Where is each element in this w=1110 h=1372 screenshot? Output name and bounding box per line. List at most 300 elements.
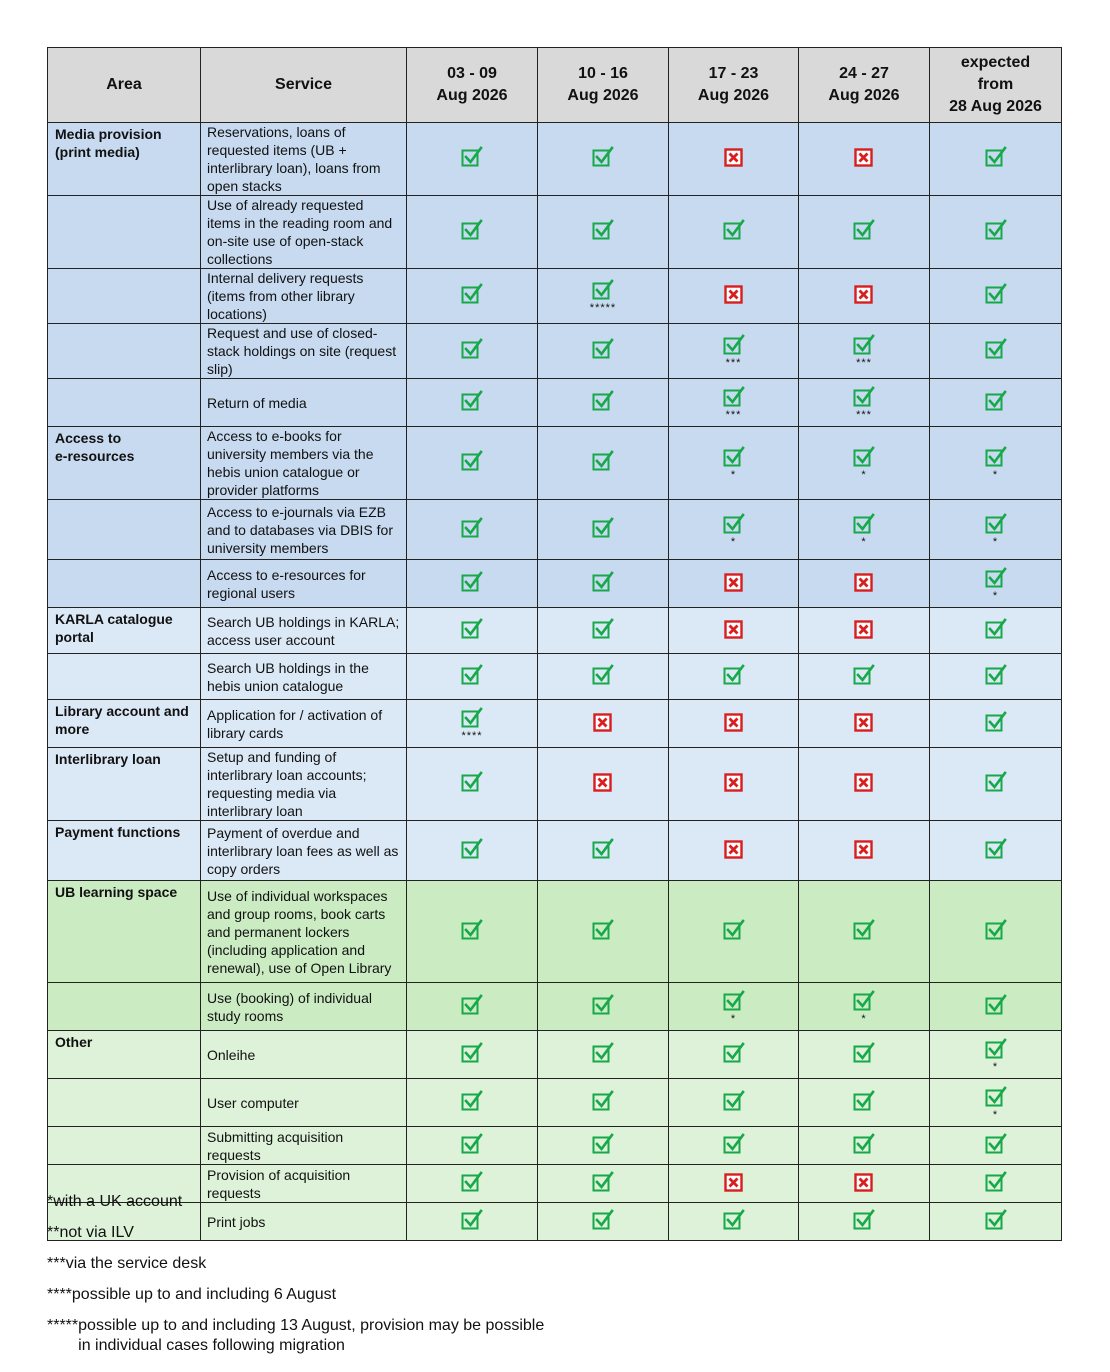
status-available [985,664,1007,686]
table-row [48,1079,1062,1127]
status-cell [930,379,1062,427]
status-available [461,517,483,539]
status-cell [669,1127,799,1165]
status-available [592,618,614,640]
checkbox-checked-icon [723,219,745,241]
status-available [853,386,875,420]
service-cell: Print jobs [201,1203,407,1241]
status-cell [930,1079,1062,1127]
period-line: 28 Aug 2026 [949,98,1042,115]
service-cell: Access to e-resources for regional users [201,560,407,608]
status-cell [930,324,1062,379]
status-available [592,1209,614,1231]
status-cell [669,748,799,821]
status-available [723,1133,745,1155]
header-service: Service [201,48,407,123]
header-period-3 [669,48,799,123]
status-available [853,446,875,480]
status-available [592,1042,614,1064]
status-available [853,664,875,686]
footnote-marker: * [992,589,999,602]
table-row [48,379,1062,427]
status-cell [799,608,930,654]
status-available [985,994,1007,1016]
checkbox-cross-icon [723,711,745,733]
checkbox-checked-icon [985,1086,1007,1108]
status-cell [930,983,1062,1031]
status-available [853,919,875,941]
checkbox-cross-icon [853,571,875,593]
checkbox-checked-icon [592,618,614,640]
status-cell [799,324,930,379]
status-available [723,1042,745,1064]
checkbox-checked-icon [985,219,1007,241]
status-available [853,1133,875,1155]
status-cell [799,1079,930,1127]
checkbox-checked-icon [723,1090,745,1112]
status-cell [669,560,799,608]
header-period-4 [799,48,930,123]
status-cell [407,379,538,427]
status-cell [669,654,799,700]
area-cell [48,324,201,379]
footnote-marker: * [730,469,737,481]
status-available [985,711,1007,733]
checkbox-checked-icon [461,390,483,412]
checkbox-checked-icon [461,1133,483,1155]
status-cell [799,1203,930,1241]
status-cell [799,269,930,324]
checkbox-checked-icon [461,571,483,593]
status-cell [538,748,669,821]
checkbox-checked-icon [985,919,1007,941]
period-line: 17 - 23 [708,65,759,82]
status-unavailable [592,771,614,793]
period-line: Aug 2026 [828,87,900,104]
status-available [461,1090,483,1112]
status-cell [407,881,538,983]
status-available [461,618,483,640]
status-cell [407,748,538,821]
status-cell [930,1031,1062,1079]
footnote-marker: ***** [589,302,617,314]
status-unavailable [853,146,875,168]
status-cell [538,983,669,1031]
period-line: Aug 2026 [697,87,770,104]
status-cell [407,700,538,748]
checkbox-checked-icon [723,446,745,468]
checkbox-checked-icon [723,513,745,535]
status-cell [538,500,669,560]
checkbox-checked-icon [985,338,1007,360]
status-unavailable [723,146,745,168]
checkbox-checked-icon [461,1042,483,1064]
footnote-marker: * [730,1012,737,1025]
status-available [985,1171,1007,1193]
header-row [48,48,1062,123]
status-cell [407,324,538,379]
status-cell [669,1203,799,1241]
status-available [985,1038,1007,1072]
status-available [853,334,875,368]
status-cell [407,269,538,324]
checkbox-checked-icon [985,618,1007,640]
status-cell [930,123,1062,196]
status-available [853,1090,875,1112]
checkbox-checked-icon [592,1209,614,1231]
status-cell [669,881,799,983]
service-cell: Use of already requested items in the reading room and on-site use of open-stack collections [201,196,407,269]
footnote-symbol: * [47,1193,54,1210]
service-cell: Search UB holdings in the hebis union catalogue [201,654,407,700]
status-cell [538,427,669,500]
service-cell: Reservations, loans of requested items (UB + interlibrary loan), loans from open stacks [201,123,407,196]
status-available [461,390,483,412]
service-cell: Provision of acquisition requests [201,1165,407,1203]
service-cell: Search UB holdings in KARLA; access user account [201,608,407,654]
checkbox-checked-icon [723,1133,745,1155]
table-row [48,196,1062,269]
footnote-text: not via ILV [59,1224,134,1241]
checkbox-checked-icon [592,571,614,593]
status-cell [669,123,799,196]
status-cell [407,123,538,196]
checkbox-checked-icon [985,1038,1007,1060]
status-cell [538,1127,669,1165]
status-available [723,446,745,480]
checkbox-checked-icon [723,1209,745,1231]
status-cell [799,983,930,1031]
checkbox-cross-icon [723,146,745,168]
checkbox-checked-icon [592,450,614,472]
table-body [48,123,1062,1241]
area-cell [48,196,201,269]
table-row [48,1031,1062,1079]
checkbox-checked-icon [592,1133,614,1155]
status-cell [930,881,1062,983]
area-cell: Media provision (print media) [48,123,201,196]
status-cell [538,379,669,427]
table-row [48,1127,1062,1165]
checkbox-checked-icon [853,446,875,468]
service-cell: Access to e-books for university members via the hebis union catalogue or provider platforms [201,427,407,500]
footnote [47,1254,544,1274]
status-cell [669,608,799,654]
checkbox-checked-icon [461,707,483,729]
checkbox-checked-icon [723,1042,745,1064]
status-cell [930,821,1062,881]
period-line: Aug 2026 [436,87,508,104]
checkbox-checked-icon [461,517,483,539]
footnote [47,1223,544,1243]
checkbox-checked-icon [592,1171,614,1193]
footnote-marker: *** [856,357,872,369]
checkbox-cross-icon [853,283,875,305]
status-available [985,1133,1007,1155]
status-available [592,1090,614,1112]
checkbox-checked-icon [592,1042,614,1064]
status-unavailable [853,771,875,793]
status-available [592,146,614,168]
status-cell [538,324,669,379]
status-unavailable [723,771,745,793]
status-cell [538,196,669,269]
status-available [592,390,614,412]
checkbox-checked-icon [853,1042,875,1064]
status-available [853,1209,875,1231]
status-unavailable [853,618,875,640]
checkbox-cross-icon [592,711,614,733]
footnotes [47,1192,544,1367]
table-row [48,560,1062,608]
area-cell: KARLA catalogue portal [48,608,201,654]
status-cell [930,1203,1062,1241]
area-cell: Access to e-resources [48,427,201,500]
status-available [592,450,614,472]
status-cell [799,427,930,500]
status-cell [799,379,930,427]
checkbox-cross-icon [853,771,875,793]
checkbox-checked-icon [592,919,614,941]
service-cell: Internal delivery requests (items from other library locations) [201,269,407,324]
checkbox-checked-icon [723,664,745,686]
checkbox-checked-icon [985,994,1007,1016]
checkbox-checked-icon [592,279,614,301]
status-available [592,1133,614,1155]
checkbox-checked-icon [985,513,1007,535]
status-cell [407,1127,538,1165]
status-cell [407,1031,538,1079]
header-period-5 [930,48,1062,123]
footnote [47,1285,544,1305]
checkbox-checked-icon [985,664,1007,686]
area-cell [48,269,201,324]
checkbox-checked-icon [461,219,483,241]
status-available [985,771,1007,793]
service-cell: Request and use of closed-stack holdings on site (request slip) [201,324,407,379]
footnote-symbol: *** [47,1255,66,1272]
status-cell [407,821,538,881]
footnote-marker: * [861,469,867,481]
checkbox-cross-icon [853,838,875,860]
table-row [48,821,1062,881]
period-line: expected [960,54,1031,71]
status-available [723,334,745,368]
service-cell: Return of media [201,379,407,427]
checkbox-cross-icon [592,771,614,793]
status-cell [669,379,799,427]
service-cell: Onleihe [201,1031,407,1079]
status-cell [799,500,930,560]
footnote-text: via the service desk [65,1255,207,1272]
footnote-marker: **** [461,729,483,742]
footnote-marker: *** [725,408,742,421]
status-cell [930,608,1062,654]
status-cell [538,1165,669,1203]
status-cell [407,500,538,560]
status-available [461,994,483,1016]
status-available [853,219,875,241]
status-cell [669,1079,799,1127]
status-cell [669,821,799,881]
footnote-symbol: ** [47,1224,60,1241]
status-available [592,517,614,539]
period-line: 03 - 09 [447,65,497,82]
checkbox-cross-icon [723,571,745,593]
header-period-2 [538,48,669,123]
area-cell: Library account and more [48,700,201,748]
status-cell [407,654,538,700]
checkbox-checked-icon [461,146,483,168]
checkbox-checked-icon [592,994,614,1016]
footnote-text: with a UK account [53,1193,183,1210]
status-available [461,1042,483,1064]
status-unavailable [853,283,875,305]
status-cell [407,560,538,608]
checkbox-checked-icon [985,567,1007,589]
status-cell [538,123,669,196]
status-cell [538,1079,669,1127]
availability-table [47,47,1062,1241]
area-cell [48,1127,201,1165]
checkbox-checked-icon [853,990,875,1012]
footnote-marker: *** [725,357,742,369]
status-available [461,283,483,305]
status-cell [930,1127,1062,1165]
status-unavailable [723,1171,745,1193]
status-unavailable [723,571,745,593]
status-available [461,1171,483,1193]
status-available [461,707,483,741]
status-unavailable [853,711,875,733]
status-available [592,219,614,241]
checkbox-checked-icon [461,283,483,305]
status-cell [930,196,1062,269]
checkbox-checked-icon [985,390,1007,412]
status-available [723,990,745,1024]
checkbox-checked-icon [461,919,483,941]
status-cell [799,654,930,700]
checkbox-checked-icon [461,664,483,686]
footnote-text: possible up to and including 6 August [71,1286,337,1303]
status-available [723,386,745,420]
footnote-marker: * [992,1060,999,1073]
status-available [461,664,483,686]
table-row [48,269,1062,324]
checkbox-checked-icon [985,838,1007,860]
area-cell: Payment functions [48,821,201,881]
checkbox-checked-icon [985,446,1007,468]
checkbox-checked-icon [853,1133,875,1155]
status-cell [799,881,930,983]
status-cell [669,983,799,1031]
table-row [48,700,1062,748]
status-cell [538,608,669,654]
status-cell [538,269,669,324]
checkbox-cross-icon [723,618,745,640]
status-available [853,513,875,547]
status-cell [538,1203,669,1241]
status-available [592,338,614,360]
status-available [461,1133,483,1155]
service-cell: Access to e-journals via EZB and to databases via DBIS for university members [201,500,407,560]
status-cell [669,1165,799,1203]
service-cell: Application for / activation of library cards [201,700,407,748]
service-cell: Use of individual workspaces and group rooms, book carts and permanent lockers (including application and renewal), use of Open Library [201,881,407,983]
checkbox-checked-icon [853,919,875,941]
checkbox-checked-icon [853,1209,875,1231]
header-area: Area [48,48,201,123]
status-available [592,664,614,686]
status-available [985,1086,1007,1120]
status-cell [930,560,1062,608]
status-cell [538,654,669,700]
status-unavailable [853,1171,875,1193]
checkbox-checked-icon [985,711,1007,733]
status-available [985,390,1007,412]
status-cell [799,748,930,821]
area-cell [48,983,201,1031]
status-available [592,838,614,860]
status-available [985,919,1007,941]
checkbox-checked-icon [985,1133,1007,1155]
footnote-marker: * [861,1012,867,1025]
status-cell [669,700,799,748]
checkbox-checked-icon [723,990,745,1012]
table-row [48,123,1062,196]
footnote [47,1192,544,1212]
checkbox-checked-icon [461,338,483,360]
area-cell [48,1079,201,1127]
status-available [592,919,614,941]
status-available [985,338,1007,360]
checkbox-checked-icon [723,919,745,941]
service-cell: User computer [201,1079,407,1127]
status-available [853,990,875,1024]
status-cell [407,1079,538,1127]
status-cell [799,1165,930,1203]
status-cell [799,1031,930,1079]
area-cell: Interlibrary loan [48,748,201,821]
status-unavailable [853,571,875,593]
checkbox-checked-icon [592,146,614,168]
footnote-marker: * [992,469,999,481]
status-available [723,219,745,241]
checkbox-checked-icon [985,771,1007,793]
checkbox-checked-icon [592,219,614,241]
table-row [48,324,1062,379]
area-cell: UB learning space [48,881,201,983]
table-row [48,427,1062,500]
checkbox-checked-icon [985,283,1007,305]
area-cell [48,560,201,608]
footnote-marker: * [992,1108,999,1121]
status-available [985,567,1007,601]
status-cell [669,500,799,560]
status-available [461,338,483,360]
table-row [48,748,1062,821]
footnote-marker: *** [856,408,872,421]
status-cell [799,196,930,269]
status-cell [538,1031,669,1079]
checkbox-checked-icon [853,219,875,241]
status-cell [799,1127,930,1165]
status-available [723,1209,745,1231]
status-available [985,219,1007,241]
status-cell [538,560,669,608]
status-cell [538,881,669,983]
status-available [985,283,1007,305]
